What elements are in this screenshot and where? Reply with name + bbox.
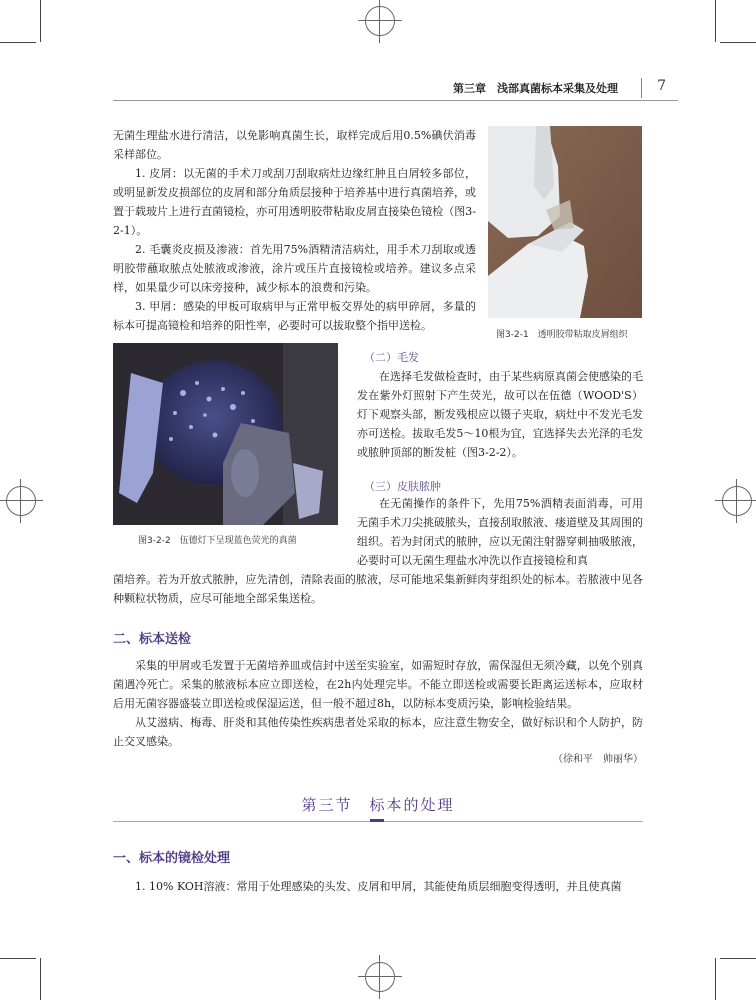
running-header — [113, 78, 678, 101]
crop-mark — [715, 0, 716, 42]
section-title: 第三节 标本的处理 — [301, 796, 455, 814]
submission-text-block — [113, 656, 643, 751]
figure-1-caption: 图3-2-1 透明胶带粘取皮屑组织 — [496, 330, 628, 340]
registration-mark-icon — [365, 962, 395, 992]
paragraph-koh: 1. 10% KOH溶液：常用于处理感染的头发、皮屑和甲屑，其能使角质层细胞变得透明，并且使真菌 — [135, 880, 622, 893]
section-heading-submission: 二、标本送检 — [113, 632, 192, 647]
paragraph-submission-1: 采集的甲屑或毛发置于无菌培养皿或信封中送至实验室，如需短时存放，需保湿但无须冷藏，以免个别真菌遇冷死亡。采集的脓液标本应立即送检，在2h内处理完毕。不能立即送检或需要长距离运送标本，应取材后用无菌容器盛装立即送检或保湿运送，但一般不超过8h，以防标本变质污染，影响检验结果。 — [113, 659, 643, 710]
paragraph-skin-scale: 1. 皮屑：以无菌的手术刀或刮刀刮取病灶边缘红肿且白屑较多部位，或明显新发皮损部位的皮屑和部分角质层接种于培养基中进行真菌培养，或置于载玻片上进行直菌镜检，亦可用透明胶带粘取皮屑直接染色镜检（图3-2-1）。 — [113, 167, 476, 237]
crop-mark — [40, 958, 41, 1000]
authors: （徐和平 帅丽华） — [553, 754, 643, 765]
figure-tape-sampling-photo — [488, 126, 642, 318]
chapter-title: 第三章 浅部真菌标本采集及处理 — [453, 82, 618, 95]
figure-2-caption: 图3-2-2 伍德灯下呈现蓝色荧光的真菌 — [138, 536, 297, 546]
paragraph-abscess-full: 菌培养。若为开放式脓肿，应先清创，清除表面的脓液，尽可能地采集新鲜肉芽组织处的标本。若脓液中见各种颗粒状物质，应尽可能地全部采集送检。 — [113, 573, 643, 605]
paragraph-hair: 在选择毛发做检查时，由于某些病原真菌会使感染的毛发在紫外灯照射下产生荧光，故可以在伍德（WOOD'S）灯下观察头部，断发残根应以镊子夹取，病灶中不发光毛发亦可送检。拔取毛发5～10根为宜，宜选择失去光泽的毛发或脓肿顶部的断发桩（图3-2-2）。 — [357, 370, 643, 459]
section-rule-accent — [370, 819, 384, 822]
paragraph-folliculitis: 2. 毛囊炎皮损及渗液：首先用75%酒精清洁病灶，用手术刀刮取或透明胶带蘸取脓点处脓液或渗液，涂片或压片直接镜检或培养。建议多点采样，如果量少可以床旁接种，减少标本的浪费和污染。 — [113, 243, 476, 294]
registration-mark-icon — [6, 486, 36, 516]
page-number: 7 — [657, 78, 666, 94]
paragraph-intro: 无菌生理盐水进行清洁，以免影响真菌生长，取样完成后用0.5%碘伏消毒采样部位。 — [113, 129, 476, 161]
crop-mark — [0, 958, 36, 959]
registration-mark-icon — [365, 6, 395, 36]
paragraph-submission-2: 从艾滋病、梅毒、肝炎和其他传染性疾病患者处采取的标本，应注意生物安全，做好标识和个人防护，防止交叉感染。 — [113, 716, 643, 748]
crop-mark — [715, 958, 716, 1000]
crop-mark — [40, 0, 41, 42]
crop-mark — [0, 42, 36, 43]
paragraph-abscess-side: 在无菌操作的条件下，先用75%酒精表面消毒，可用无菌手术刀尖挑破脓头，直接刮取脓液、瘘道壁及其周围的组织。若为封闭式的脓肿，应以无菌注射器穿刺抽吸脓液，必要时可以无菌生理盐水冲洗以作直接镜检和真 — [357, 497, 643, 567]
paragraph-nail: 3. 甲屑：感染的甲板可取病甲与正常甲板交界处的病甲碎屑，多量的标本可提高镜检和培养的阳性率，必要时可以拔取整个指甲送检。 — [113, 300, 476, 332]
subheading-abscess: （三）皮肤脓肿 — [364, 480, 441, 493]
section-heading-microscopy: 一、标本的镜检处理 — [113, 851, 231, 866]
crop-mark — [720, 42, 756, 43]
header-divider — [641, 78, 642, 98]
section-banner — [113, 788, 643, 822]
registration-mark-icon — [722, 486, 752, 516]
figure-woods-lamp-photo — [113, 343, 338, 525]
crop-mark — [720, 958, 756, 959]
specimen-text-block — [113, 126, 476, 335]
subheading-hair: （二）毛发 — [364, 351, 419, 364]
